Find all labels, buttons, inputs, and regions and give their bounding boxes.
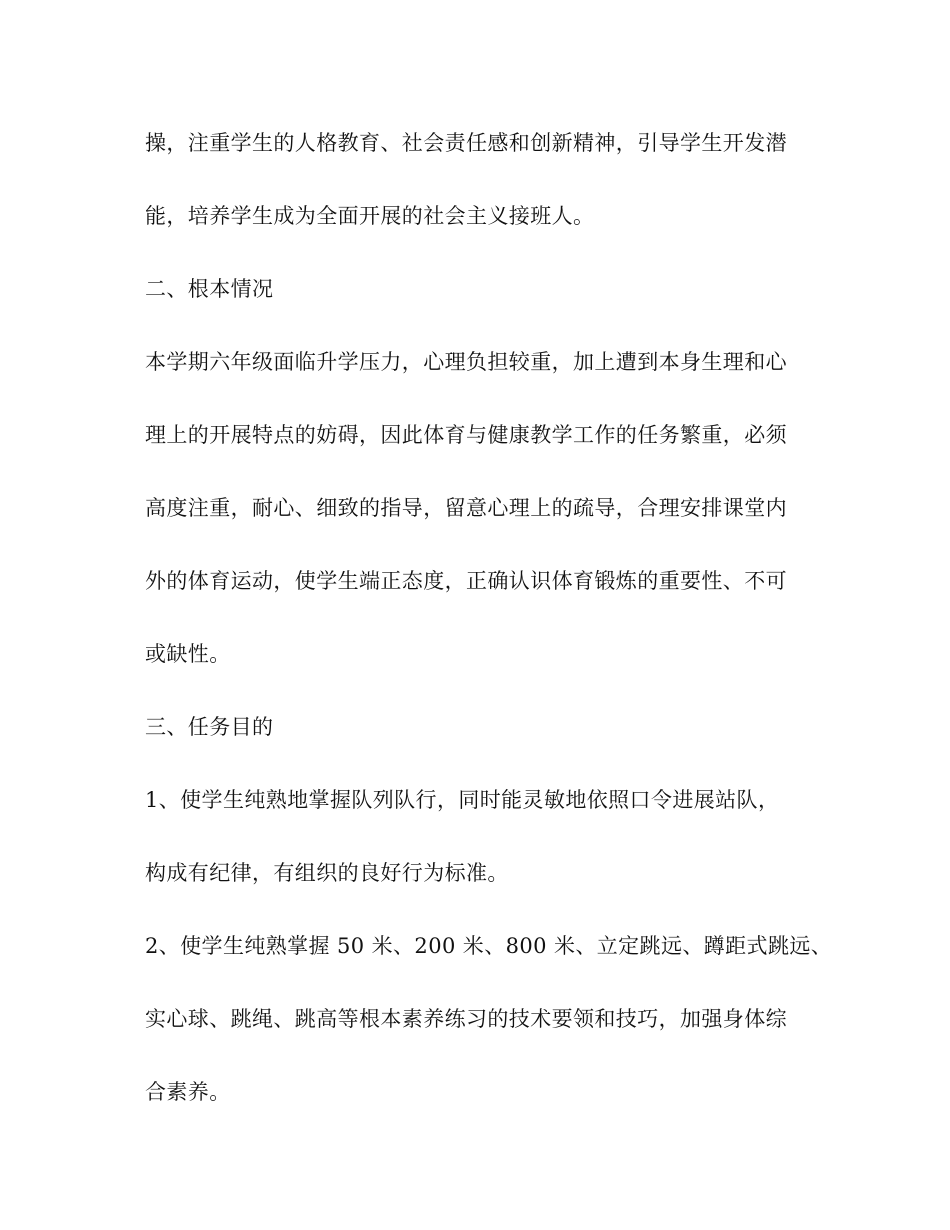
list-item-line: 构成有纪律，有组织的良好行为标准。: [145, 861, 509, 885]
paragraph-line: 理上的开展特点的妨碍，因此体育与健康教学工作的任务繁重，必须: [145, 423, 787, 447]
paragraph-line: 高度注重，耐心、细致的指导，留意心理上的疏导，合理安排课堂内: [145, 496, 787, 520]
list-item-line: 2、使学生纯熟掌握 50 米、200 米、800 米、立定跳远、蹲距式跳远、: [145, 934, 833, 958]
paragraph-line: 外的体育运动，使学生端正态度，正确认识体育锻炼的重要性、不可: [145, 569, 787, 593]
list-item-line: 合素养。: [145, 1080, 231, 1104]
paragraph-line: 能，培养学生成为全面开展的社会主义接班人。: [145, 204, 595, 228]
section-heading: 二、根本情况: [145, 277, 274, 301]
paragraph-line: 本学期六年级面临升学压力，心理负担较重，加上遭到本身生理和心: [145, 350, 787, 374]
paragraph-line: 操，注重学生的人格教育、社会责任感和创新精神，引导学生开发潜: [145, 131, 787, 155]
paragraph-line: 或缺性。: [145, 642, 231, 666]
section-heading: 三、任务目的: [145, 715, 274, 739]
list-item-line: 实心球、跳绳、跳高等根本素养练习的技术要领和技巧，加强身体综: [145, 1007, 787, 1031]
list-item-line: 1、使学生纯熟地掌握队列队行，同时能灵敏地依照口令进展站队，: [145, 788, 780, 812]
